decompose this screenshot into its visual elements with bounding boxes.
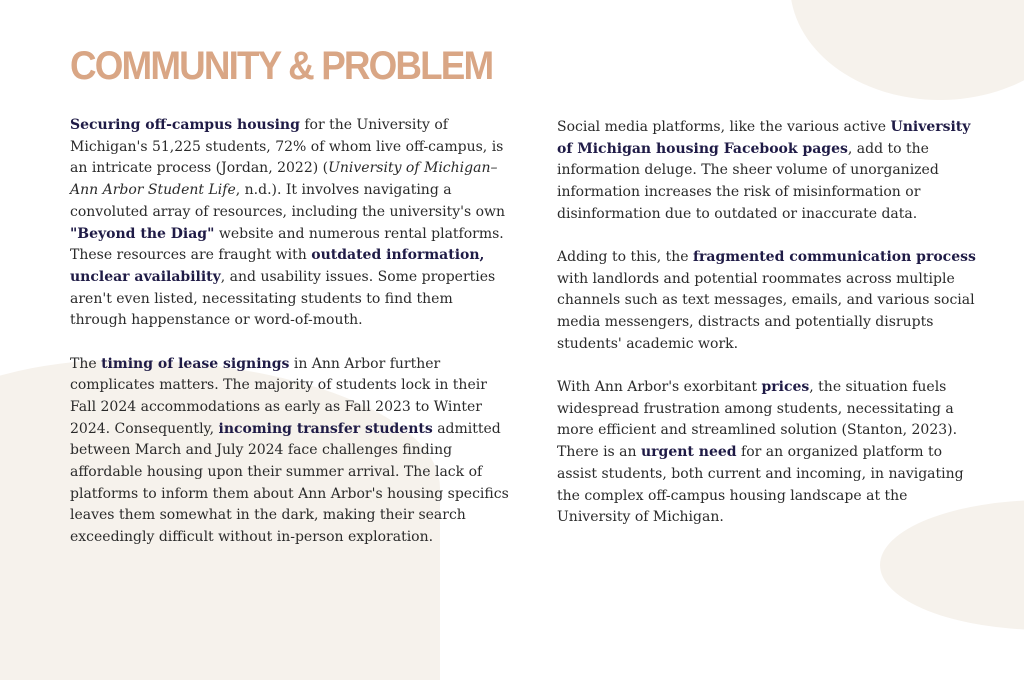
paragraph-communication (557, 247, 977, 356)
decorative-blob-top-right (790, 0, 1024, 100)
text: Adding to this, the (557, 249, 694, 266)
text: Social media platforms, like the various active (557, 119, 891, 135)
emphasis: incoming transfer students (218, 420, 433, 437)
text: , add to the information deluge. The sheer volume of unorganized information increases the risk of misinformation or disinformation due to outdated or inaccurate data. (557, 140, 939, 222)
paragraph-housing-process (70, 115, 510, 332)
emphasis: "Beyond the Diag" (70, 225, 215, 242)
citation-italic: University of Michigan–Ann Arbor Student Life (70, 160, 498, 199)
text: admitted between March and July 2024 face challenges finding affordable housing upon their summer arrival. The lack of platforms to inform them about Ann Arbor's housing specifics leaves them somewhat in the dark, making their search exceedingly difficult without in-person exploration. (70, 420, 509, 546)
text: for an organized platform to assist students, both current and incoming, in navigating the complex off-campus housing landscape at the University of Michigan. (557, 444, 964, 526)
emphasis: Securing off-campus housing (70, 117, 300, 133)
emphasis: outdated information, unclear availability (70, 247, 485, 285)
text: , and usability issues. Some properties aren't even listed, necessitating students to find them through happenstance or word-of-mouth. (70, 268, 496, 329)
slide-title: COMMUNITY & PROBLEM (70, 44, 493, 88)
text: for the University of Michigan's 51,225 students, 72% of whom live off-campus, is an intricate process (Jordan, 2022) ( (70, 117, 504, 177)
emphasis: timing of lease signings (101, 355, 290, 372)
paragraph-social-media (557, 117, 977, 226)
text: with landlords and potential roommates across multiple channels such as text messages, emails, and various social media messengers, distracts and potentially disrupts students' academic work. (557, 270, 975, 352)
emphasis: prices (761, 379, 810, 396)
left-column (70, 115, 510, 570)
text: , the situation fuels widespread frustration among students, necessitating a more efficient and streamlined solution (Stanton, 2023). There is an (557, 379, 958, 461)
text: With Ann Arbor's exorbitant (557, 379, 762, 396)
text: in Ann Arbor further complicates matters. The majority of students lock in their Fall 2024 accommodations as early as Fall 2023 to Winter 2024. Consequently, (70, 355, 487, 437)
paragraph-prices (557, 377, 977, 529)
emphasis: urgent need (641, 444, 737, 461)
right-column (557, 117, 977, 550)
emphasis: fragmented communication process (693, 249, 976, 266)
paragraph-lease-timing (70, 354, 510, 549)
text: The (70, 355, 102, 372)
text: , n.d.). It involves navigating a convoluted array of resources, including the university's own (70, 182, 506, 220)
text: website and numerous rental platforms. These resources are fraught with (70, 225, 504, 264)
emphasis: University of Michigan housing Facebook pages (557, 119, 971, 157)
